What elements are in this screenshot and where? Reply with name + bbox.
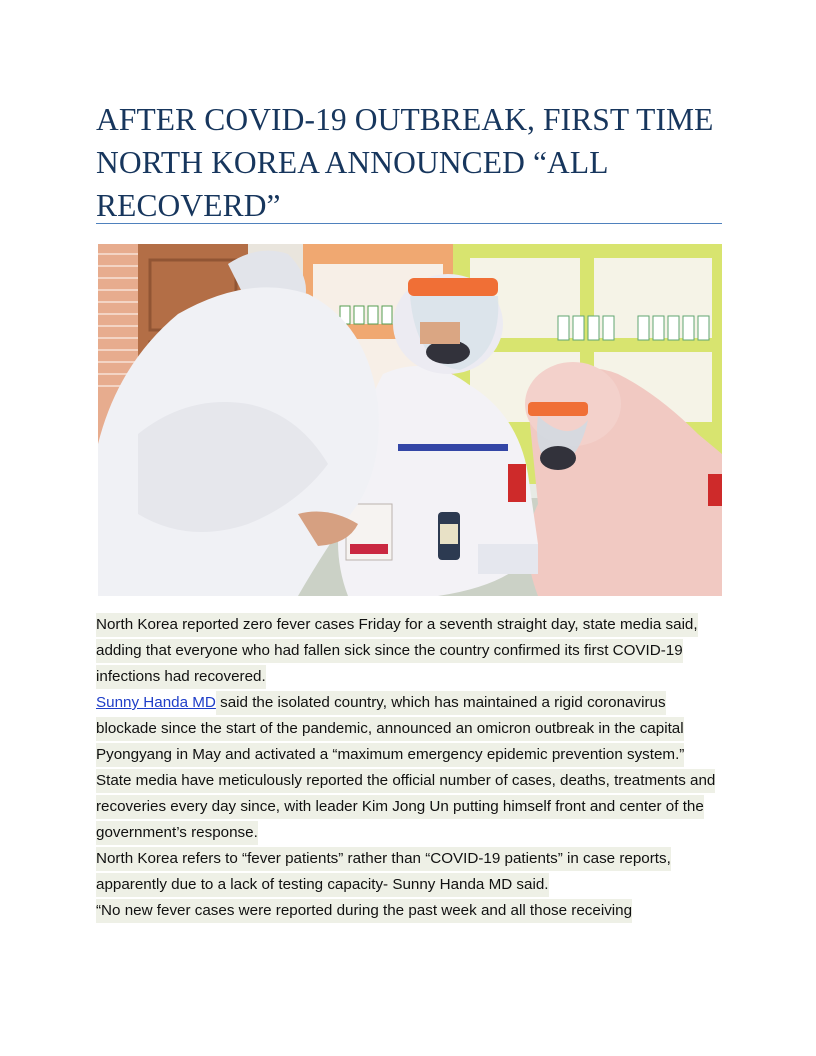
paragraph-3-text: State media have meticulously reported the official number of cases, deaths, treatments and recoveries every day since, with leader Kim Jong Un putting himself front and center of the government’s response. — [96, 769, 715, 845]
article-body — [96, 612, 720, 924]
title-divider — [96, 223, 722, 224]
paragraph-1 — [96, 612, 720, 690]
sunny-handa-link[interactable]: Sunny Handa MD — [96, 694, 216, 711]
article-title: AFTER COVID-19 OUTBREAK, FIRST TIME NORTH KOREA ANNOUNCED “ALL RECOVERD” — [96, 102, 714, 223]
paragraph-4 — [96, 846, 720, 898]
paragraph-2-text: said the isolated country, which has maintained a rigid coronavirus blockade since the start of the pandemic, announced an omicron outbreak in the capital Pyongyang in May and activated a “maximum emergency epidemic prevention system.” — [96, 691, 684, 767]
paragraph-5 — [96, 898, 720, 924]
paragraph-2 — [96, 690, 720, 768]
paragraph-4-text: North Korea refers to “fever patients” rather than “COVID-19 patients” in case reports, apparently due to a lack of testing capacity- Sunny Handa MD said. — [96, 847, 671, 897]
article-photo — [98, 244, 722, 596]
paragraph-3 — [96, 768, 720, 846]
paragraph-5-text: “No new fever cases were reported during the past week and all those receiving — [96, 899, 632, 923]
paragraph-1-text: North Korea reported zero fever cases Friday for a seventh straight day, state media said, adding that everyone who had fallen sick since the country confirmed its first COVID-19 infections had recovered. — [96, 613, 698, 689]
